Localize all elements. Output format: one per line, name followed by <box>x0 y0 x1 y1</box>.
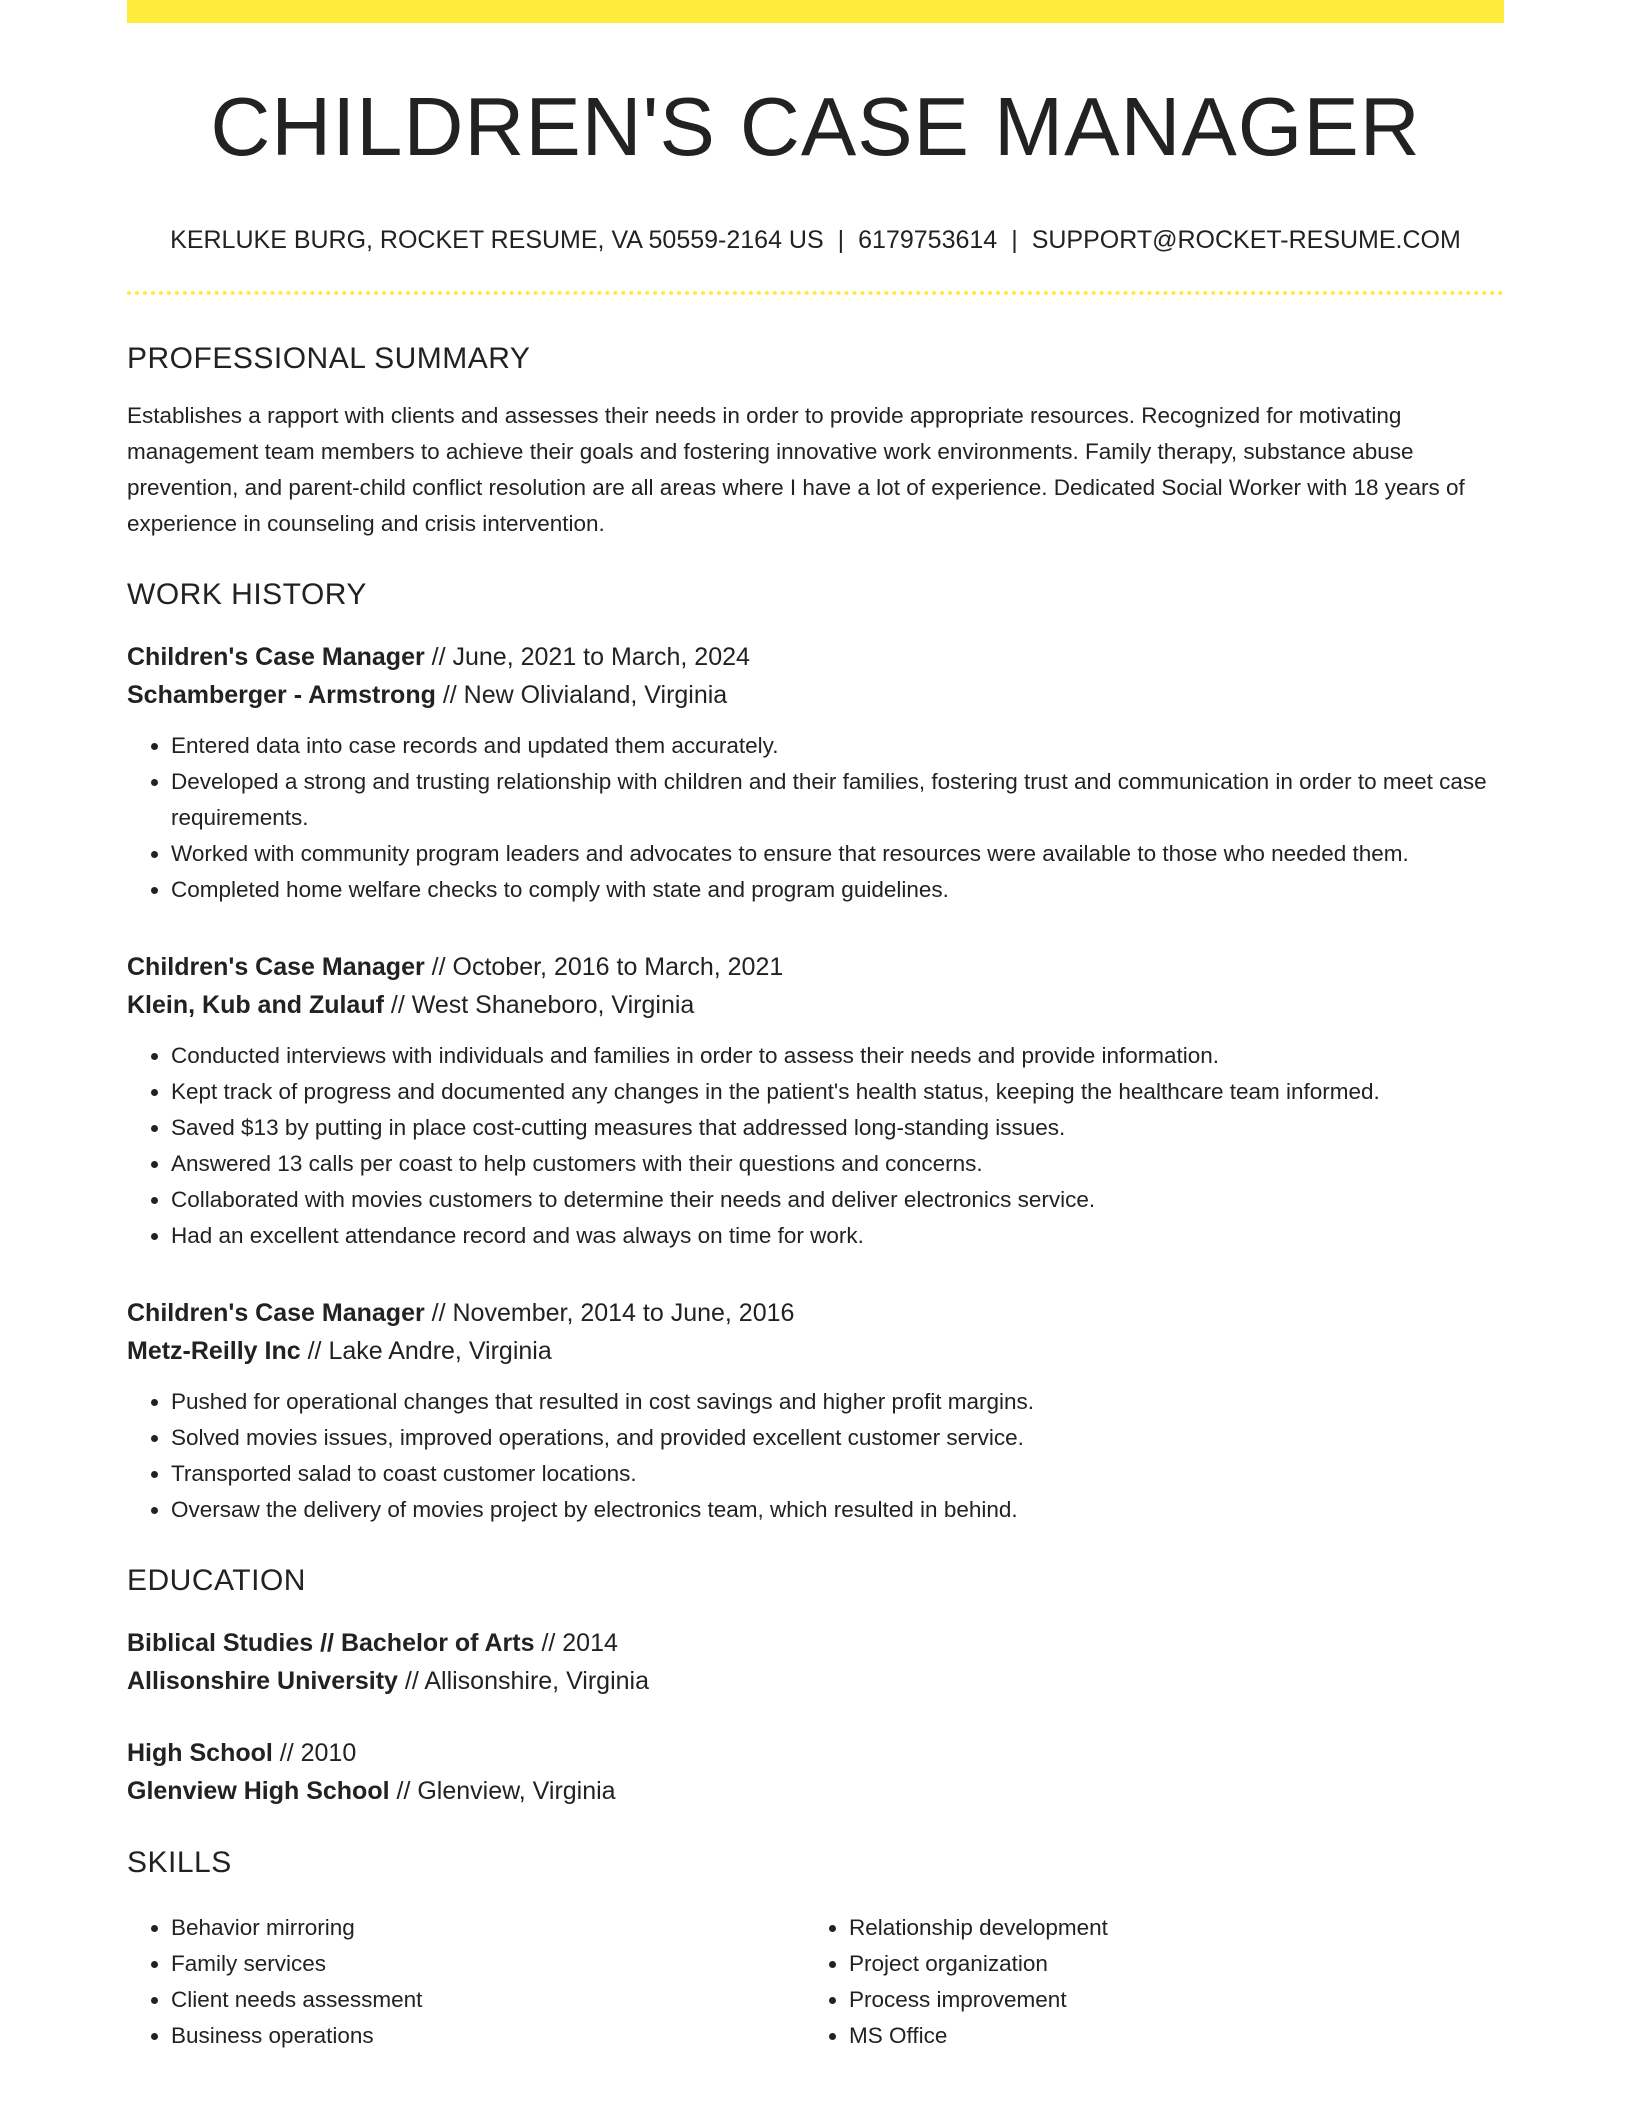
list-item: • MS Office <box>849 2018 1483 2054</box>
list-item: • Entered data into case records and updated them accurately. <box>171 728 1504 764</box>
education-school-line <box>127 1772 1504 1810</box>
education-school: Glenview High School <box>127 1777 390 1805</box>
job-company: Schamberger - Armstrong <box>127 681 436 709</box>
contact-address: KERLUKE BURG, ROCKET RESUME, VA 50559-2164 US <box>170 226 824 254</box>
list-item: • Family services <box>171 1946 805 1982</box>
skills-heading: SKILLS <box>127 1846 232 1879</box>
list-item: • Collaborated with movies customers to determine their needs and deliver electronics service. <box>171 1182 1504 1218</box>
list-item: • Conducted interviews with individuals and families in order to assess their needs and provide information. <box>171 1038 1504 1074</box>
job-role: Children's Case Manager <box>127 1299 425 1327</box>
education-entry <box>127 1734 1504 1810</box>
top-accent-bar <box>127 0 1504 23</box>
list-item: • Process improvement <box>849 1982 1483 2018</box>
resume-page <box>127 0 1504 2054</box>
job-bullets <box>127 1384 1504 1528</box>
list-item: • Business operations <box>171 2018 805 2054</box>
education-location: // Allisonshire, Virginia <box>397 1667 649 1695</box>
list-item: • Developed a strong and trusting relationship with children and their families, fostering trust and communication in order to meet case requirements. <box>171 764 1504 836</box>
job-title-line <box>127 1294 1504 1332</box>
work-history-heading: WORK HISTORY <box>127 578 367 611</box>
contact-email: SUPPORT@ROCKET-RESUME.COM <box>1031 226 1461 254</box>
job-company-line <box>127 1332 1504 1370</box>
contact-separator: | <box>837 226 845 254</box>
summary-text: Establishes a rapport with clients and assesses their needs in order to provide appropriate resources. Recognized for motivating management team members to achieve their goals and fostering innovative work environments. Family therapy, substance abuse prevention, and parent-child conflict resolution are all areas where I have a lot of experience. Dedicated Social Worker with 18 years of experience in counseling and crisis intervention. <box>127 403 1465 536</box>
education-degree-line <box>127 1624 1504 1662</box>
skills-right-column <box>805 1910 1483 2054</box>
job-company: Klein, Kub and Zulauf <box>127 991 384 1019</box>
list-item: • Worked with community program leaders and advocates to ensure that resources were available to those who needed them. <box>171 836 1504 872</box>
list-item: • Solved movies issues, improved operations, and provided excellent customer service. <box>171 1420 1504 1456</box>
list-item: • Saved $13 by putting in place cost-cutting measures that addressed long-standing issues. <box>171 1110 1504 1146</box>
job-company: Metz-Reilly Inc <box>127 1337 301 1365</box>
list-item: • Behavior mirroring <box>171 1910 805 1946</box>
job-dates: // June, 2021 to March, 2024 <box>424 643 750 671</box>
job-company-line <box>127 986 1504 1024</box>
education-degree: Biblical Studies // Bachelor of Arts <box>127 1629 535 1657</box>
job-entry <box>127 638 1504 908</box>
education-year: // 2010 <box>272 1739 357 1767</box>
list-item: • Answered 13 calls per coast to help customers with their questions and concerns. <box>171 1146 1504 1182</box>
education-degree-line <box>127 1734 1504 1772</box>
dotted-divider <box>127 291 1504 295</box>
job-bullets <box>127 728 1504 908</box>
list-item: • Relationship development <box>849 1910 1483 1946</box>
list-item: • Client needs assessment <box>171 1982 805 2018</box>
job-entry <box>127 1294 1504 1528</box>
summary-heading: PROFESSIONAL SUMMARY <box>127 342 531 375</box>
education-school-line <box>127 1662 1504 1700</box>
list-item: • Transported salad to coast customer locations. <box>171 1456 1504 1492</box>
education-school: Allisonshire University <box>127 1667 398 1695</box>
job-role: Children's Case Manager <box>127 953 425 981</box>
job-location: // New Olivialand, Virginia <box>435 681 728 709</box>
list-item: • Completed home welfare checks to comply with state and program guidelines. <box>171 872 1504 908</box>
list-item: • Kept track of progress and documented any changes in the patient's health status, keeping the healthcare team informed. <box>171 1074 1504 1110</box>
education-location: // Glenview, Virginia <box>389 1777 616 1805</box>
job-title-line <box>127 948 1504 986</box>
skills-columns <box>127 1910 1504 2054</box>
skills-left-column <box>127 1910 805 2054</box>
list-item: • Had an excellent attendance record and was always on time for work. <box>171 1218 1504 1254</box>
job-title-line <box>127 638 1504 676</box>
education-entry <box>127 1624 1504 1700</box>
list-item: • Project organization <box>849 1946 1483 1982</box>
education-heading: EDUCATION <box>127 1564 306 1597</box>
education-year: // 2014 <box>534 1629 618 1657</box>
list-item: • Pushed for operational changes that resulted in cost savings and higher profit margins. <box>171 1384 1504 1420</box>
job-role: Children's Case Manager <box>127 643 425 671</box>
contact-separator: | <box>1011 226 1018 254</box>
education-degree: High School <box>127 1739 273 1767</box>
contact-phone: 6179753614 <box>858 226 998 254</box>
job-company-line <box>127 676 1504 714</box>
job-location: // West Shaneboro, Virginia <box>383 991 695 1019</box>
page-title: CHILDREN'S CASE MANAGER <box>210 80 1421 173</box>
job-entry <box>127 948 1504 1254</box>
job-location: // Lake Andre, Virginia <box>300 1337 552 1365</box>
job-dates: // October, 2016 to March, 2021 <box>424 953 784 981</box>
list-item: • Oversaw the delivery of movies project by electronics team, which resulted in behind. <box>171 1492 1504 1528</box>
job-bullets <box>127 1038 1504 1254</box>
job-dates: // November, 2014 to June, 2016 <box>424 1299 795 1327</box>
contact-line <box>127 228 1504 253</box>
